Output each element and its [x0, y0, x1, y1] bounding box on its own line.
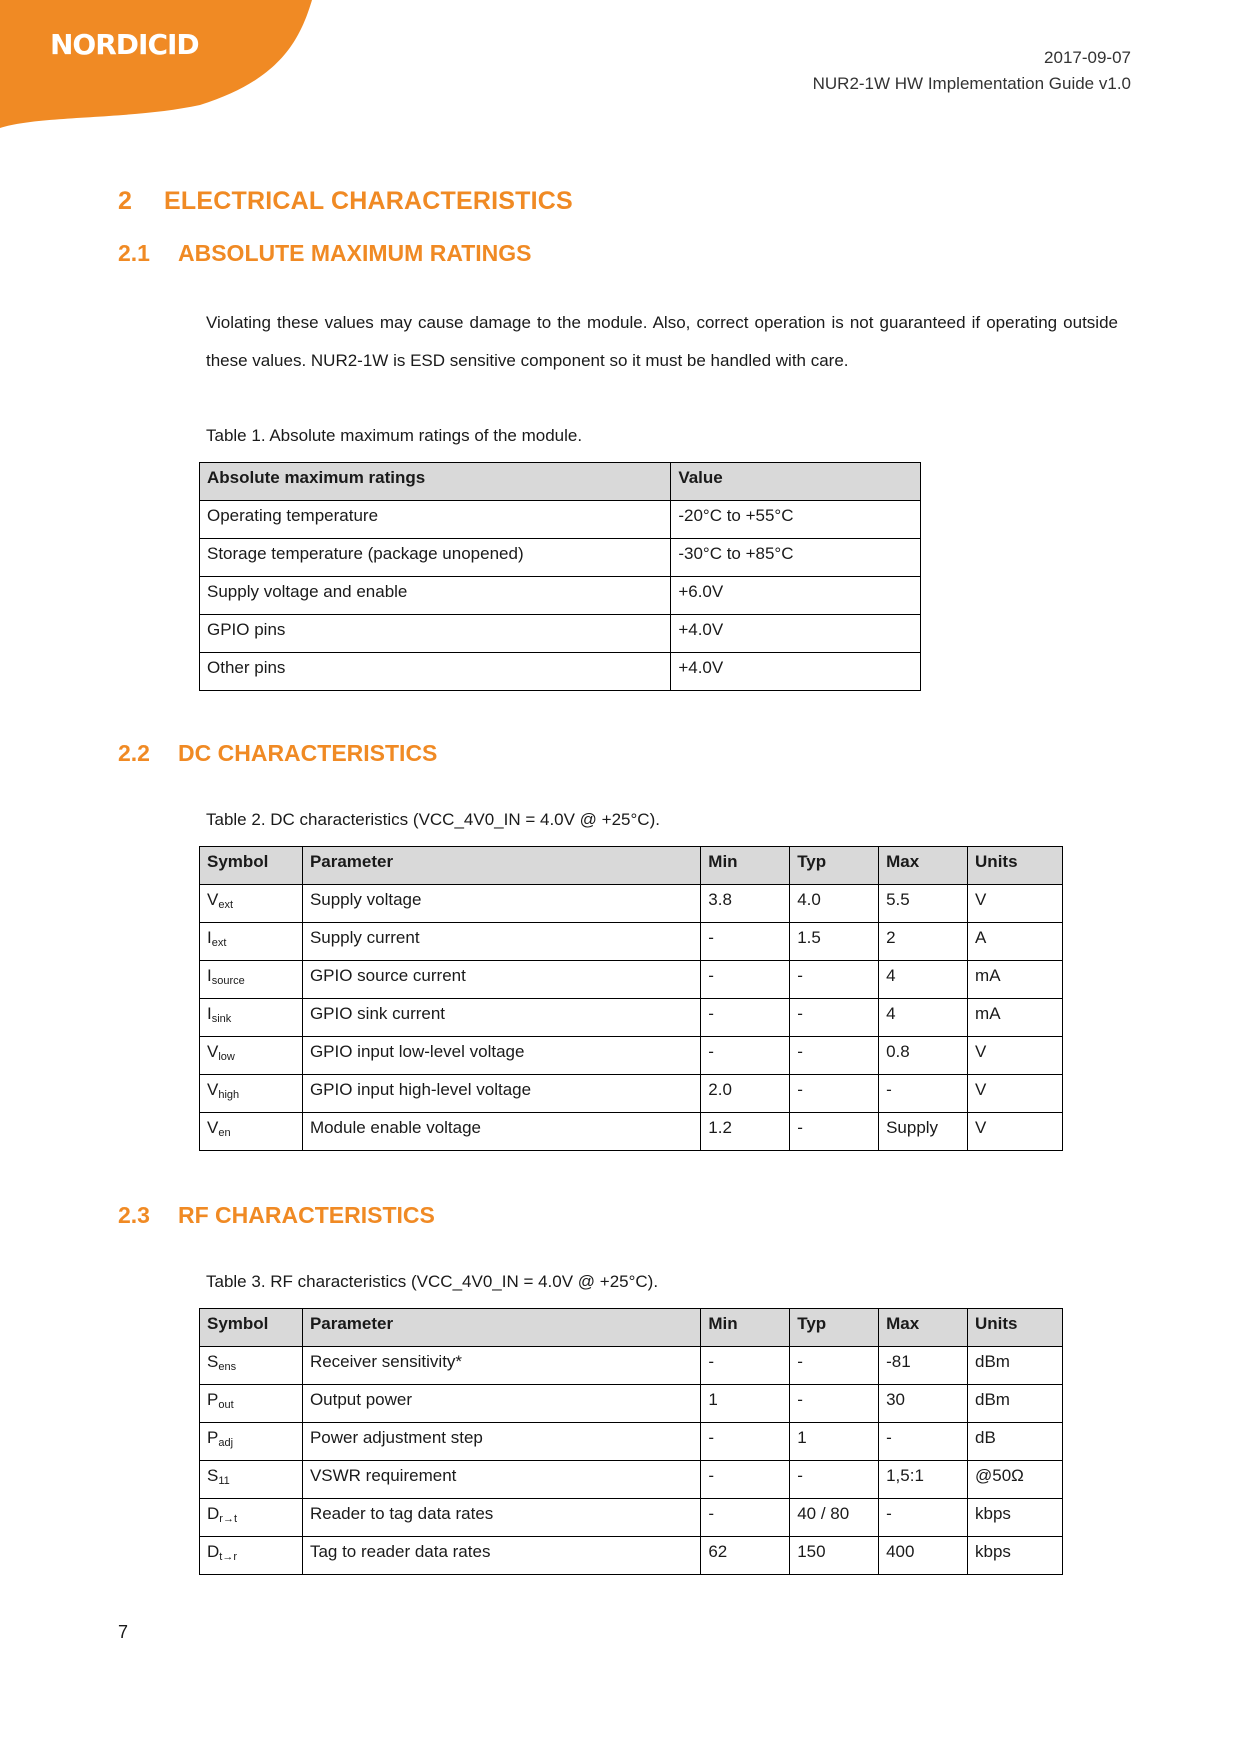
- table3-cell: 1,5:1: [879, 1461, 968, 1499]
- symbol-subscript: out: [218, 1399, 234, 1411]
- header-doc-title: NUR2-1W HW Implementation Guide v1.0: [812, 74, 1131, 93]
- table1-cell: Other pins: [200, 653, 671, 691]
- table2-cell: -: [790, 1075, 879, 1113]
- table3-header-cell: Typ: [790, 1309, 879, 1347]
- symbol-subscript: 11: [218, 1475, 230, 1487]
- table-row: [200, 1499, 1063, 1537]
- symbol-base: P: [207, 1428, 219, 1447]
- symbol-subscript: ens: [218, 1361, 237, 1373]
- table3-cell: -: [790, 1347, 879, 1385]
- table2-cell: -: [879, 1075, 968, 1113]
- table2-cell: Module enable voltage: [302, 1113, 700, 1151]
- table2-cell: -: [790, 1113, 879, 1151]
- rf-characteristics-table: [199, 1308, 1063, 1575]
- table1-cell: -30°C to +85°C: [671, 539, 921, 577]
- symbol-subscript: adj: [218, 1437, 234, 1449]
- symbol-subscript: source: [211, 975, 245, 987]
- table-row: [200, 501, 921, 539]
- table-row: [200, 1461, 1063, 1499]
- symbol-base: V: [207, 1042, 219, 1061]
- table2-cell: GPIO input low-level voltage: [302, 1037, 700, 1075]
- symbol-subscript: t→r: [219, 1551, 238, 1563]
- table-row: [200, 1113, 1063, 1151]
- table1-header-cell: Absolute maximum ratings: [200, 463, 671, 501]
- table2-cell: V: [968, 1113, 1063, 1151]
- table-row: [200, 1347, 1063, 1385]
- symbol-subscript: high: [218, 1089, 240, 1101]
- table2-header-cell: Typ: [790, 847, 879, 885]
- table3-cell: Output power: [302, 1385, 700, 1423]
- table3-cell: VSWR requirement: [302, 1461, 700, 1499]
- table2-cell: [200, 961, 303, 999]
- symbol-base: S: [207, 1466, 219, 1485]
- table-row: [200, 1423, 1063, 1461]
- table3-cell: -81: [879, 1347, 968, 1385]
- table2-cell: 1.5: [790, 923, 879, 961]
- table2-cell: Supply: [879, 1113, 968, 1151]
- subsection-2-1-number: 2.1: [118, 240, 150, 266]
- symbol-base: D: [207, 1504, 220, 1523]
- table2-header-cell: Parameter: [302, 847, 700, 885]
- subsection-2-3-number: 2.3: [118, 1202, 150, 1228]
- table3-cell: Tag to reader data rates: [302, 1537, 700, 1575]
- table3-cell: dB: [968, 1423, 1063, 1461]
- table3-caption: Table 3. RF characteristics (VCC_4V0_IN = 4.0V @ +25°C).: [206, 1272, 659, 1291]
- table3-cell: -: [701, 1423, 790, 1461]
- table2-cell: [200, 1113, 303, 1151]
- table1-cell: +6.0V: [671, 577, 921, 615]
- symbol-base: S: [207, 1352, 219, 1371]
- table3-cell: -: [701, 1347, 790, 1385]
- table-row: [200, 539, 921, 577]
- table3-header-cell: Min: [701, 1309, 790, 1347]
- symbol-base: I: [207, 1004, 212, 1023]
- symbol-subscript: sink: [211, 1013, 232, 1025]
- logo-background: [0, 0, 320, 130]
- table2-cell: -: [701, 923, 790, 961]
- table2-cell: V: [968, 885, 1063, 923]
- table3-header-cell: Units: [968, 1309, 1063, 1347]
- table3-cell: -: [790, 1461, 879, 1499]
- table3-cell: 400: [879, 1537, 968, 1575]
- table2-cell: 4.0: [790, 885, 879, 923]
- table2-cell: -: [790, 999, 879, 1037]
- table2-cell: [200, 999, 303, 1037]
- table2-cell: Supply voltage: [302, 885, 700, 923]
- table3-cell: 150: [790, 1537, 879, 1575]
- symbol-base: I: [207, 966, 212, 985]
- table3-header-cell: Parameter: [302, 1309, 700, 1347]
- table2-cell: A: [968, 923, 1063, 961]
- table3-cell: Reader to tag data rates: [302, 1499, 700, 1537]
- table-row: [200, 999, 1063, 1037]
- table1-header-cell: Value: [671, 463, 921, 501]
- table3-cell: @50Ω: [968, 1461, 1063, 1499]
- table3-cell: [200, 1385, 303, 1423]
- table3-cell: 62: [701, 1537, 790, 1575]
- table1-body: [200, 501, 921, 691]
- table3-header-cell: Max: [879, 1309, 968, 1347]
- table1-cell: Supply voltage and enable: [200, 577, 671, 615]
- table2-cell: V: [968, 1075, 1063, 1113]
- table3-cell: 30: [879, 1385, 968, 1423]
- table1-cell: +4.0V: [671, 653, 921, 691]
- symbol-subscript: ext: [218, 899, 234, 911]
- table3-cell: [200, 1347, 303, 1385]
- table2-cell: GPIO source current: [302, 961, 700, 999]
- table3-cell: -: [790, 1385, 879, 1423]
- table-row: [200, 615, 921, 653]
- table3-cell: Receiver sensitivity*: [302, 1347, 700, 1385]
- table2-cell: 1.2: [701, 1113, 790, 1151]
- table2-caption: Table 2. DC characteristics (VCC_4V0_IN = 4.0V @ +25°C).: [206, 810, 660, 829]
- table1-cell: +4.0V: [671, 615, 921, 653]
- table2-cell: 4: [879, 999, 968, 1037]
- table3-cell: -: [701, 1461, 790, 1499]
- table2-cell: -: [790, 961, 879, 999]
- subsection-2-1-title: ABSOLUTE MAXIMUM RATINGS: [178, 240, 532, 266]
- table2-cell: 4: [879, 961, 968, 999]
- table1-header-row: [200, 463, 921, 501]
- table-row: [200, 1537, 1063, 1575]
- subsection-2-2-heading: [118, 740, 437, 767]
- table-row: [200, 923, 1063, 961]
- header-date: 2017-09-07: [1044, 48, 1131, 67]
- table2-header-cell: Min: [701, 847, 790, 885]
- table2-cell: mA: [968, 999, 1063, 1037]
- subsection-2-1-heading: [118, 240, 532, 267]
- table2-body: [200, 885, 1063, 1151]
- table2-cell: GPIO input high-level voltage: [302, 1075, 700, 1113]
- absolute-max-ratings-table: [199, 462, 921, 691]
- symbol-base: V: [207, 1118, 219, 1137]
- symbol-base: V: [207, 890, 219, 909]
- subsection-2-3-title: RF CHARACTERISTICS: [178, 1202, 435, 1228]
- table3-cell: 1: [701, 1385, 790, 1423]
- table2-cell: 0.8: [879, 1037, 968, 1075]
- table2-cell: [200, 885, 303, 923]
- table3-cell: kbps: [968, 1499, 1063, 1537]
- table1-cell: Storage temperature (package unopened): [200, 539, 671, 577]
- table3-cell: Power adjustment step: [302, 1423, 700, 1461]
- table3-cell: -: [701, 1499, 790, 1537]
- page-number: 7: [118, 1622, 129, 1642]
- table3-cell: dBm: [968, 1347, 1063, 1385]
- table-row: [200, 961, 1063, 999]
- table2-header-cell: Symbol: [200, 847, 303, 885]
- symbol-subscript: en: [218, 1127, 231, 1139]
- subsection-2-2-number: 2.2: [118, 740, 150, 766]
- table2-header-cell: Units: [968, 847, 1063, 885]
- table3-cell: kbps: [968, 1537, 1063, 1575]
- table1-caption: Table 1. Absolute maximum ratings of the module.: [206, 426, 583, 445]
- table1-cell: -20°C to +55°C: [671, 501, 921, 539]
- table2-cell: mA: [968, 961, 1063, 999]
- table3-header-cell: Symbol: [200, 1309, 303, 1347]
- subsection-2-2-title: DC CHARACTERISTICS: [178, 740, 438, 766]
- ratings-paragraph: Violating these values may cause damage to the module. Also, correct operation is not guaranteed if operating outside these values. NUR2-1W is ESD sensitive component so it must be handled with care.: [206, 313, 1118, 370]
- table3-cell: 40 / 80: [790, 1499, 879, 1537]
- symbol-subscript: ext: [211, 937, 227, 949]
- table2-cell: -: [701, 1037, 790, 1075]
- table2-cell: GPIO sink current: [302, 999, 700, 1037]
- table2-cell: -: [701, 961, 790, 999]
- table-row: [200, 1075, 1063, 1113]
- table2-cell: [200, 1075, 303, 1113]
- nordicid-logo: NORDICID: [50, 28, 199, 61]
- table3-cell: [200, 1499, 303, 1537]
- table3-cell: [200, 1423, 303, 1461]
- table-row: [200, 885, 1063, 923]
- table2-header-row: [200, 847, 1063, 885]
- table3-cell: dBm: [968, 1385, 1063, 1423]
- table-row: [200, 653, 921, 691]
- section-heading: [118, 187, 573, 216]
- section-title: ELECTRICAL CHARACTERISTICS: [164, 187, 573, 215]
- table-row: [200, 577, 921, 615]
- symbol-subscript: r→t: [219, 1513, 238, 1525]
- symbol-base: V: [207, 1080, 219, 1099]
- table3-cell: 1: [790, 1423, 879, 1461]
- table2-cell: 3.8: [701, 885, 790, 923]
- symbol-subscript: low: [218, 1051, 235, 1063]
- section-number: 2: [118, 187, 133, 215]
- symbol-base: D: [207, 1542, 220, 1561]
- table-row: [200, 1037, 1063, 1075]
- table2-cell: [200, 923, 303, 961]
- table2-cell: -: [701, 999, 790, 1037]
- table2-cell: Supply current: [302, 923, 700, 961]
- table2-header-cell: Max: [879, 847, 968, 885]
- table1-cell: Operating temperature: [200, 501, 671, 539]
- table2-cell: 5.5: [879, 885, 968, 923]
- table2-cell: 2.0: [701, 1075, 790, 1113]
- symbol-base: P: [207, 1390, 219, 1409]
- table2-cell: 2: [879, 923, 968, 961]
- table2-cell: V: [968, 1037, 1063, 1075]
- table1-cell: GPIO pins: [200, 615, 671, 653]
- table3-header-row: [200, 1309, 1063, 1347]
- dc-characteristics-table: [199, 846, 1063, 1151]
- table-row: [200, 1385, 1063, 1423]
- table3-cell: [200, 1537, 303, 1575]
- table3-cell: [200, 1461, 303, 1499]
- symbol-base: I: [207, 928, 212, 947]
- table2-cell: -: [790, 1037, 879, 1075]
- table3-cell: -: [879, 1499, 968, 1537]
- table3-body: [200, 1347, 1063, 1575]
- subsection-2-3-heading: [118, 1202, 435, 1229]
- table2-cell: [200, 1037, 303, 1075]
- table3-cell: -: [879, 1423, 968, 1461]
